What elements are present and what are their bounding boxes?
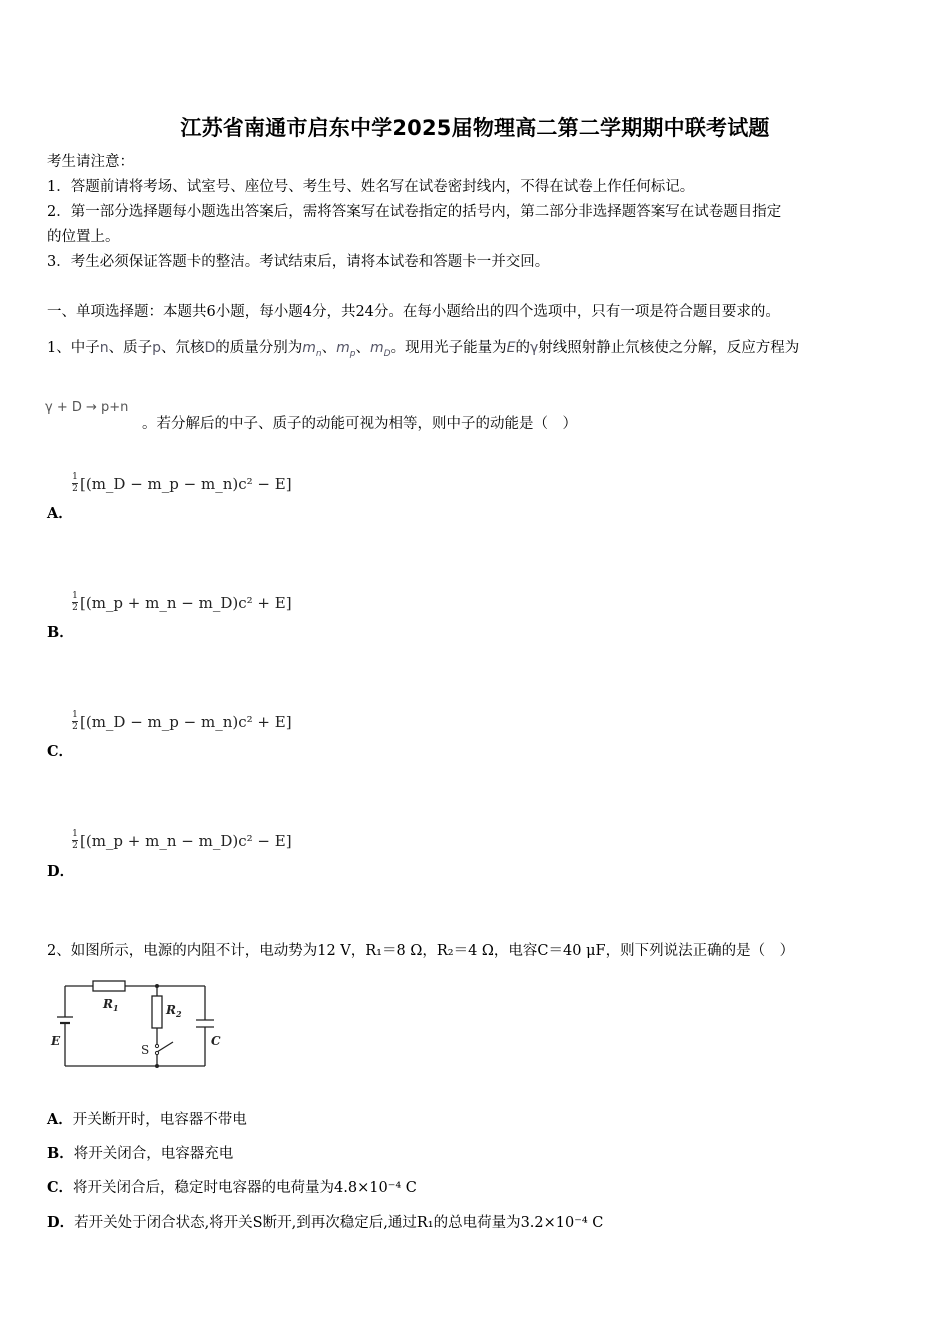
resistor-r2 (152, 996, 162, 1028)
label-s: S (141, 1043, 150, 1057)
section-heading: 一、单项选择题：本题共6小题，每小题4分，共24分。在每小题给出的四个选项中，只有一项是符合题目要求的。 (47, 304, 780, 320)
notice-line-2b: 的位置上。 (47, 229, 120, 245)
label-r1: $R_1$ (103, 997, 119, 1013)
circuit-diagram (45, 974, 225, 1074)
mass-neutron: $m_n$ (302, 340, 322, 359)
q1-text-3: 、氘核 (161, 340, 205, 356)
proton-symbol: p (152, 340, 161, 356)
reaction-equation: γ + D → p+n (45, 400, 129, 415)
option-b-formula: $\frac{1}{2}$ [(m_p + m_n − m_D)c² + E] (72, 591, 292, 613)
page-title: 江苏省南通市启东中学2025届物理高二第二学期期中联考试题 (180, 116, 770, 140)
fraction-half: $\frac{1}{2}$ (72, 591, 78, 613)
option-a-label[interactable]: A． (47, 505, 73, 522)
label-c: C (211, 1034, 221, 1048)
energy-symbol: E (506, 340, 516, 356)
question-1-ask: 。若分解后的中子、质子的动能可视为相等，则中子的动能是（ ） (142, 416, 577, 432)
option-c-label[interactable]: C． (47, 743, 74, 760)
q2-option-d[interactable]: D．若开关处于闭合状态,将开关S断开,到再次稳定后,通过R₁的总电荷量为3.2×10⁻⁴ C (47, 1214, 604, 1231)
gamma-symbol: γ (529, 340, 539, 356)
question-2-stem: 2、如图所示，电源的内阻不计，电动势为12 V，R₁＝8 Ω，R₂＝4 Ω，电容C＝40 μF，则下列说法正确的是（ ） (47, 943, 795, 959)
notice-line-2a: 2．第一部分选择题每小题选出答案后，需将答案写在试卷指定的括号内，第二部分非选择题答案写在试卷题目指定 (47, 204, 782, 220)
switch-blade (157, 1042, 173, 1052)
option-d-label[interactable]: D． (47, 863, 75, 880)
option-b-label[interactable]: B． (47, 624, 74, 641)
neutron-symbol: n (99, 340, 109, 356)
option-d-formula: $\frac{1}{2}$ [(m_p + m_n − m_D)c² − E] (72, 829, 292, 851)
fraction-half: $\frac{1}{2}$ (72, 710, 78, 732)
option-a-formula: $\frac{1}{2}$ [(m_D − m_p − m_n)c² − E] (72, 472, 292, 494)
separator: 、 (321, 340, 337, 356)
notice-heading: 考生请注意： (47, 154, 134, 170)
separator: 、 (355, 340, 370, 356)
fraction-half: $\frac{1}{2}$ (72, 472, 78, 494)
q1-text-2: 、质子 (108, 340, 153, 356)
question-1-stem (47, 338, 799, 364)
q2-option-c[interactable]: C．将开关闭合后，稳定时电容器的电荷量为4.8×10⁻⁴ C (47, 1179, 417, 1196)
deuteron-symbol: D (204, 340, 216, 356)
q1-text-6: 的 (515, 340, 530, 356)
q1-text-5: 。现用光子能量为 (390, 340, 507, 356)
label-e: E (51, 1034, 61, 1048)
q1-text-1: 1、中子 (47, 340, 100, 356)
fraction-half: $\frac{1}{2}$ (72, 829, 78, 851)
q1-text-4: 的质量分别为 (215, 340, 303, 356)
q1-text-7: 射线照射静止氘核使之分解，反应方程为 (538, 340, 800, 356)
resistor-r1 (93, 981, 125, 991)
q2-option-a[interactable]: A．开关断开时，电容器不带电 (47, 1111, 247, 1128)
notice-line-3: 3．考生必须保证答题卡的整洁。考试结束后，请将本试卷和答题卡一并交回。 (47, 254, 550, 270)
q2-option-b[interactable]: B．将开关闭合，电容器充电 (47, 1145, 234, 1162)
mass-proton: $m_p$ (336, 340, 356, 359)
option-c-formula: $\frac{1}{2}$ [(m_D − m_p − m_n)c² + E] (72, 710, 292, 732)
label-r2: $R_2$ (166, 1003, 182, 1019)
mass-deuteron: $m_D$ (370, 340, 391, 359)
notice-line-1: 1．答题前请将考场、试室号、座位号、考生号、姓名写在试卷密封线内，不得在试卷上作任何标记。 (47, 179, 695, 195)
